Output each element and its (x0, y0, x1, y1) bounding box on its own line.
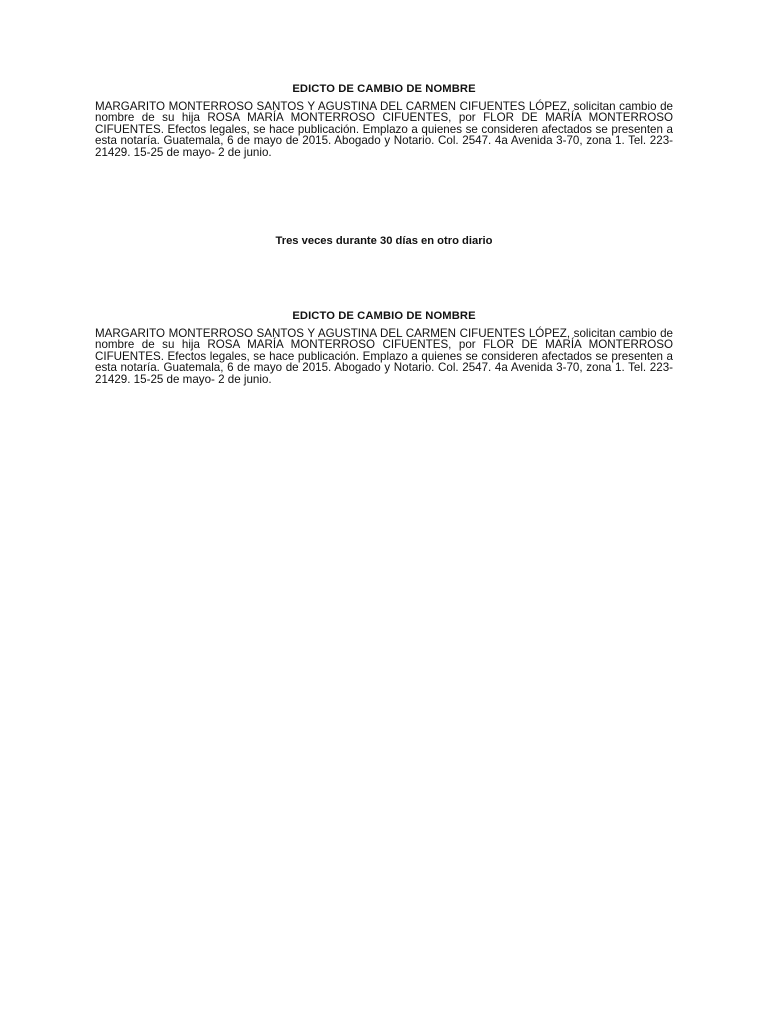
edict-title: EDICTO DE CAMBIO DE NOMBRE (292, 83, 476, 95)
edict-body: MARGARITO MONTERROSO SANTOS Y AGUSTINA DEL CARMEN CIFUENTES LÓPEZ, solicitan cambio de nombre de su hija ROSA MARÍA MONTERROSO CIFUENTES, por FLOR DE MARÍA MONTERROSO CIFUENTES. Efectos legales, se hace publicación. Emplazo a quienes se consideren afectados se presenten a esta notaría. Guatemala, 6 de mayo de 2015. Abogado y Notario. Col. 2547. 4a Avenida 3-70, zona 1. Tel. 223-21429. 15-25 de mayo- 2 de junio. (95, 327, 673, 386)
edict-body: MARGARITO MONTERROSO SANTOS Y AGUSTINA DEL CARMEN CIFUENTES LÓPEZ, solicitan cambio de nombre de su hija ROSA MARÍA MONTERROSO CIFUENTES, por FLOR DE MARÍA MONTERROSO CIFUENTES. Efectos legales, se hace publicación. Emplazo a quienes se consideren afectados se presenten a esta notaría. Guatemala, 6 de mayo de 2015. Abogado y Notario. Col. 2547. 4a Avenida 3-70, zona 1. Tel. 223-21429. 15-25 de mayo- 2 de junio. (95, 100, 673, 159)
edict-first (95, 83, 673, 158)
edict-title: EDICTO DE CAMBIO DE NOMBRE (292, 310, 476, 322)
publication-notice: Tres veces durante 30 días en otro diario (275, 235, 493, 247)
edict-second (95, 310, 673, 385)
